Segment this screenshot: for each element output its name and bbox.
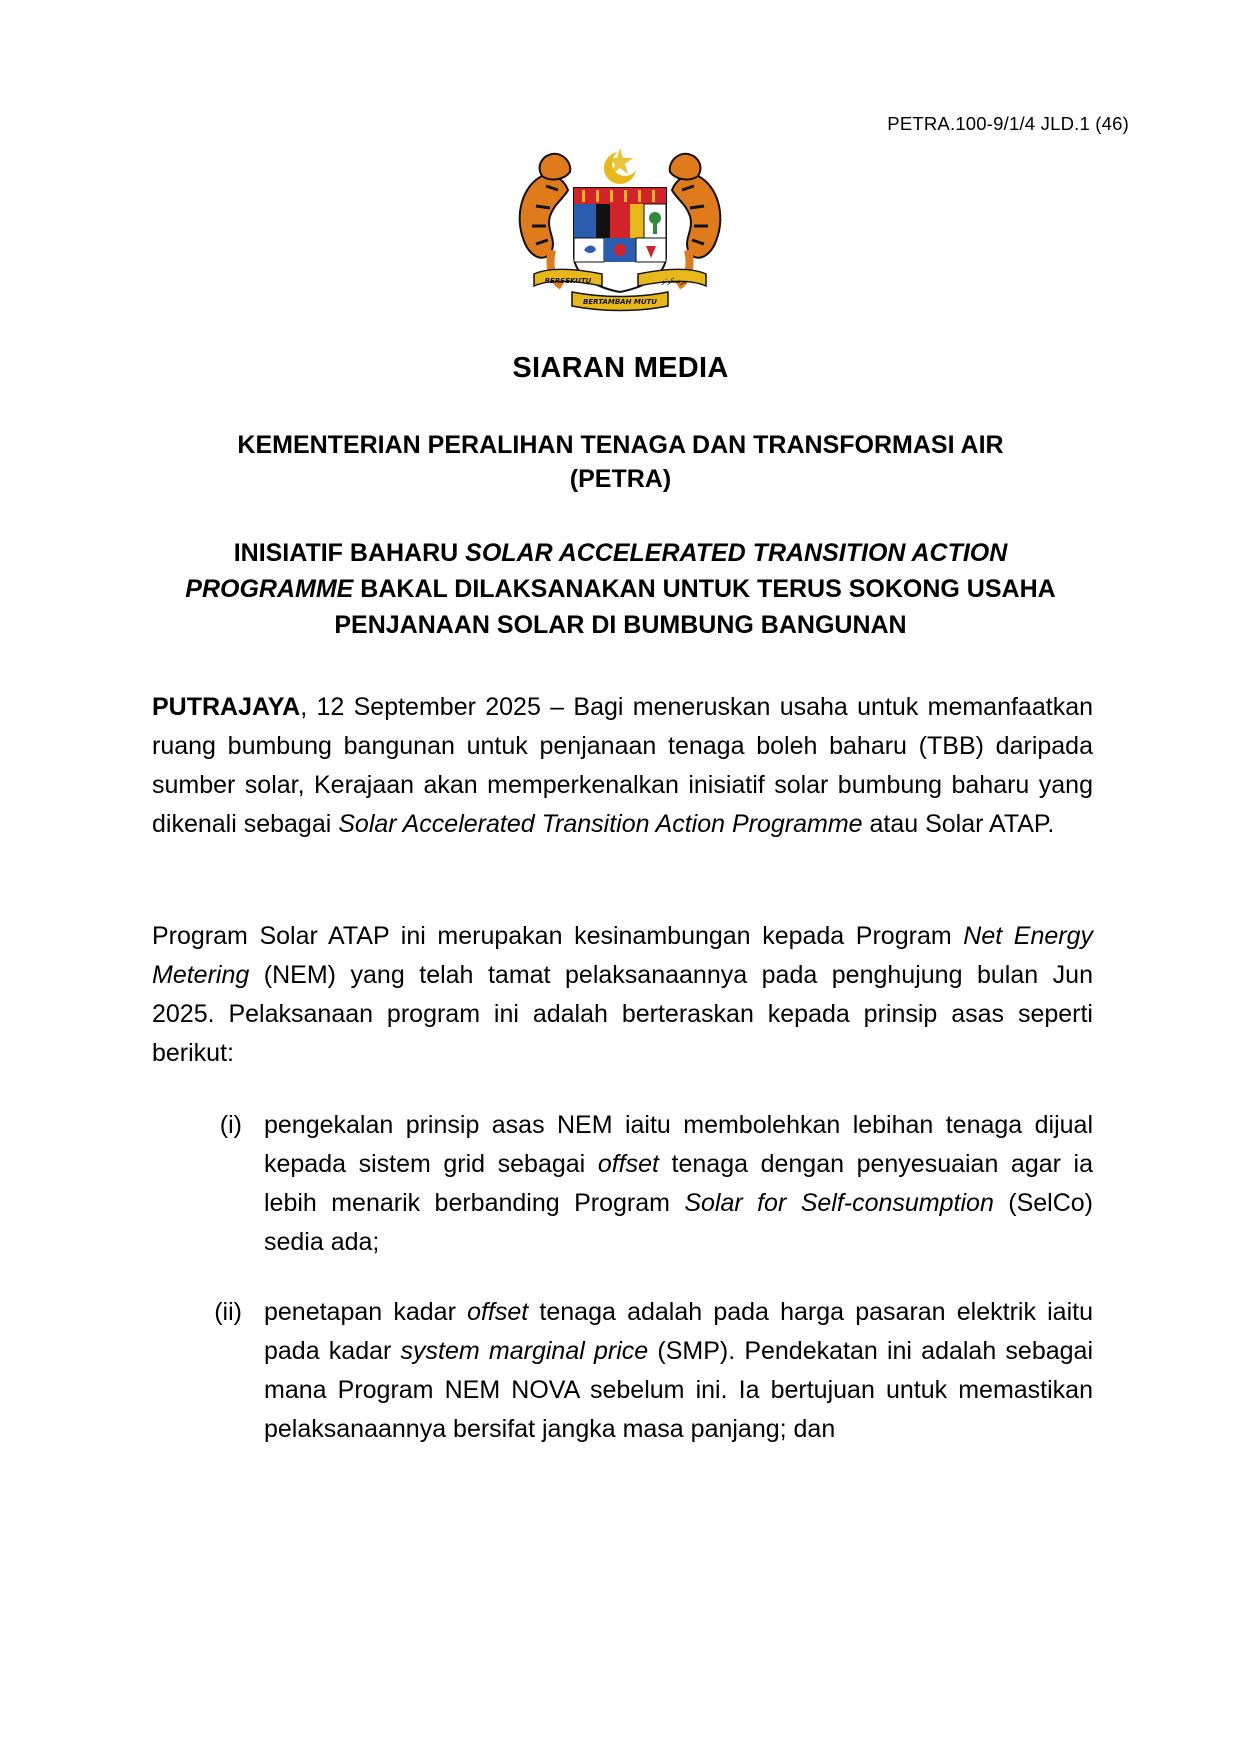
list-item-text: pengekalan prinsip asas NEM iaitu membolehkan lebihan tenaga dijual kepada sistem grid sebagai offset tenaga dengan penyesuaian agar ia lebih menarik berbanding Program Solar for Self-consumption (SelCo) sedia ada; bbox=[264, 1111, 1093, 1256]
headline bbox=[150, 535, 1091, 643]
svg-text:BERSEKUTU: BERSEKUTU bbox=[544, 277, 592, 285]
reference-number: PETRA.100-9/1/4 JLD.1 (46) bbox=[887, 113, 1129, 134]
headline-part1: INISIATIF BAHARU bbox=[233, 539, 466, 567]
paragraph-2 bbox=[152, 917, 1093, 1073]
list-item-number: (i) bbox=[219, 1111, 242, 1139]
crescent-star-icon bbox=[604, 148, 638, 184]
paragraph-1-text2: atau Solar ATAP. bbox=[862, 810, 1055, 838]
paragraph-1-text1: , 12 September 2025 – Bagi meneruskan usaha untuk memanfaatkan ruang bumbung bangunan untuk penjanaan tenaga boleh baharu (TBB) daripada sumber solar, Kerajaan akan memperkenalkan inisiatif solar bumbung baharu yang dikenali sebagai bbox=[152, 693, 1093, 838]
ministry-name-line1: KEMENTERIAN PERALIHAN TENAGA DAN TRANSFORMASI AIR bbox=[237, 431, 1004, 459]
coat-of-arms-logo bbox=[512, 146, 728, 316]
page-title: SIARAN MEDIA bbox=[512, 352, 729, 384]
list-item-text: penetapan kadar offset tenaga adalah pada harga pasaran elektrik iaitu pada kadar system marginal price (SMP). Pendekatan ini adalah sebagai mana Program NEM NOVA sebelum ini. Ia bertujuan untuk memastikan pelaksanaannya bersifat jangka masa panjang; dan bbox=[264, 1298, 1094, 1443]
headline-italic: SOLAR ACCELERATED TRANSITION ACTION PROGRAMME bbox=[185, 539, 1008, 603]
paragraph-1-italic1: Solar Accelerated Transition Action Programme bbox=[338, 810, 863, 838]
paragraph-1 bbox=[152, 688, 1093, 844]
ministry-name-line2: (PETRA) bbox=[569, 465, 672, 493]
paragraph-2-text1: Program Solar ATAP ini merupakan kesinambungan kepada Program bbox=[152, 922, 964, 950]
right-tiger-icon bbox=[670, 154, 721, 286]
headline-part2: BAKAL DILAKSANAKAN UNTUK TERUS SOKONG USAHA PENJANAAN SOLAR DI BUMBUNG BANGUNAN bbox=[334, 575, 1056, 639]
list-item-number: (ii) bbox=[214, 1298, 242, 1326]
paragraph-2-text2: (NEM) yang telah tamat pelaksanaannya pada penghujung bulan Jun 2025. Pelaksanaan program ini adalah berteraskan kepada prinsip asas seperti berikut: bbox=[152, 961, 1093, 1067]
svg-text:برسکوتو: برسکوتو bbox=[661, 278, 687, 285]
dateline: PUTRAJAYA bbox=[152, 693, 301, 721]
svg-text:BERTAMBAH MUTU: BERTAMBAH MUTU bbox=[583, 298, 657, 306]
paragraph-2-italic1: Net Energy Metering bbox=[152, 922, 1093, 989]
left-tiger-icon bbox=[520, 154, 571, 286]
ministry-name bbox=[150, 428, 1091, 496]
